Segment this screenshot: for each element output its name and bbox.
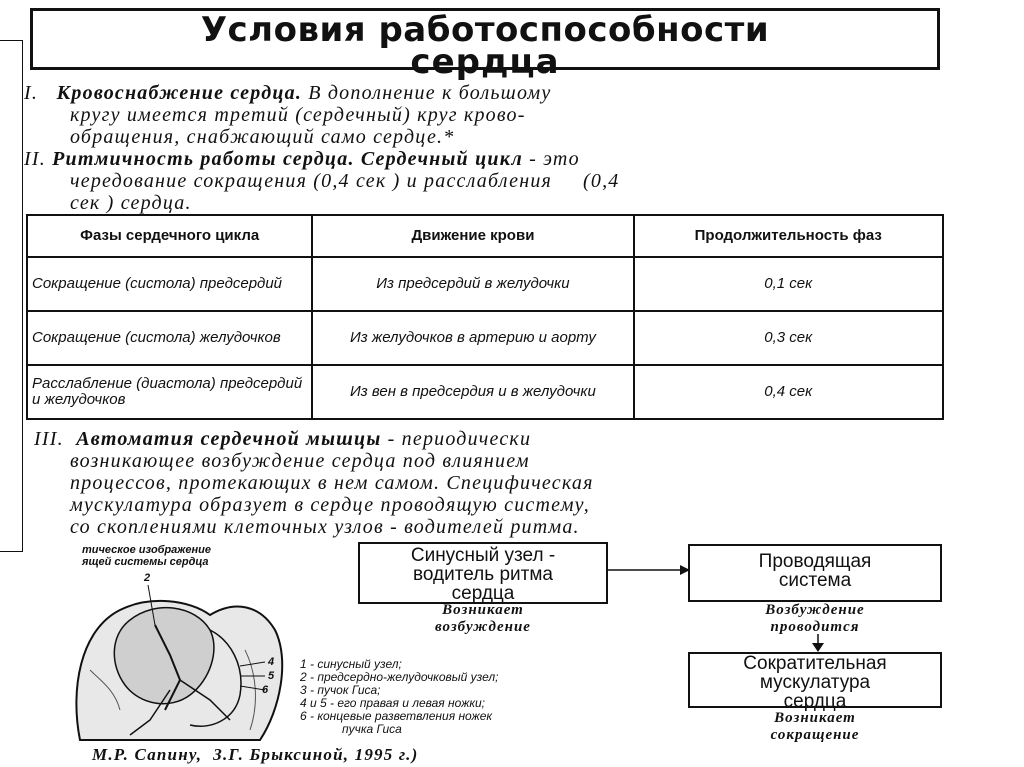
- contractile-line-3: сердца: [783, 691, 847, 712]
- conduction-system-caption: [688, 602, 942, 636]
- caption-line: возбуждение: [435, 619, 531, 635]
- table-cell: 0,4 сек: [634, 365, 943, 419]
- heart-conduction-diagram: [60, 570, 300, 745]
- section-1-numeral: I.: [24, 82, 39, 104]
- section-3-numeral: III.: [34, 428, 64, 450]
- figure-caption-line-2: ящей системы сердца: [82, 556, 209, 568]
- caption-line: Возникает: [774, 710, 856, 726]
- section-1: [24, 82, 954, 148]
- sinus-node-line-3: сердца: [451, 583, 515, 604]
- legend-item: пучка Гиса: [342, 722, 402, 736]
- contractile-line-1: Сократительная: [743, 653, 887, 674]
- section-3-line-4: мускулатура образует в сердце проводящую систему,: [70, 494, 590, 516]
- sinus-node-caption: [358, 602, 608, 636]
- section-2-line-3: сек ) сердца.: [70, 192, 192, 214]
- table-row: [27, 365, 943, 419]
- contractile-muscle-box: [688, 652, 942, 712]
- section-1-line-3: обращения, снабжающий само сердце.*: [70, 126, 455, 148]
- conduction-line-2: система: [778, 570, 852, 591]
- section-3-line-5: со скоплениями клеточных узлов - водителей ритма.: [70, 516, 580, 538]
- caption-line: Возбуждение: [765, 602, 865, 618]
- legend-item: 1 - синусный узел;: [300, 657, 402, 671]
- section-1-line-2: кругу имеется третий (сердечный) круг крово-: [70, 104, 526, 126]
- table-cell: 0,1 сек: [634, 257, 943, 311]
- caption-line: сокращение: [770, 727, 860, 743]
- sinus-node-line-1: Синусный узел -: [410, 545, 556, 566]
- figure-number: 6: [262, 684, 269, 696]
- figure-source: М.Р. Сапину, З.Г. Брыксиной, 1995 г.): [92, 745, 419, 764]
- title-line-2: сердца: [410, 42, 560, 82]
- section-3-heading: Автоматия сердечной мышцы: [76, 428, 382, 450]
- table-row: [27, 311, 943, 365]
- legend-item: 4 и 5 - его правая и левая ножки;: [300, 696, 485, 710]
- cardiac-cycle-table: [26, 214, 944, 420]
- table-header-row: [27, 215, 943, 257]
- figure-number: 5: [268, 670, 275, 682]
- table-cell: Из желудочков в артерию и аорту: [312, 311, 633, 365]
- section-3-text-a: - периодически: [381, 428, 532, 450]
- figure-number: 4: [268, 656, 275, 668]
- contractile-muscle-caption: [688, 710, 942, 744]
- section-3: [34, 428, 954, 538]
- table-cell: Из предсердий в желудочки: [312, 257, 633, 311]
- section-3-line-2: возникающее возбуждение сердца под влиянием: [70, 450, 530, 472]
- conduction-system-box: [688, 544, 942, 602]
- section-1-heading: Кровоснабжение сердца.: [56, 82, 303, 104]
- table-cell: Из вен в предсердия и в желудочки: [312, 365, 633, 419]
- section-3-line-3: процессов, протекающих в нем самом. Специфическая: [70, 472, 594, 494]
- section-1-text-a: В дополнение к большому: [302, 82, 552, 104]
- section-2-line-2: чередование сокращения (0,4 сек ) и расслабления (0,4: [70, 170, 620, 192]
- arrow-right-icon: [608, 560, 690, 580]
- table-header-cell: Продолжительность фаз: [634, 215, 943, 257]
- arrow-down-icon: [808, 634, 828, 652]
- section-2-heading: Ритмичность работы сердца. Сердечный цикл: [52, 148, 523, 170]
- table-header-cell: Движение крови: [312, 215, 633, 257]
- section-2-numeral: II.: [24, 148, 46, 170]
- conduction-line-1: Проводящая: [758, 551, 872, 572]
- table-cell: Сокращение (систола) предсердий: [27, 257, 312, 311]
- page-title: [30, 8, 940, 82]
- title-line-1: Условия работоспособности: [200, 10, 770, 50]
- table-row: [27, 257, 943, 311]
- section-2: [24, 148, 954, 214]
- legend-item: 3 - пучок Гиса;: [300, 683, 381, 697]
- legend-item: 6 - концевые разветвления ножек: [300, 709, 493, 723]
- legend-item: 2 - предсердно-желудочковый узел;: [300, 670, 499, 684]
- sinus-node-line-2: водитель ритма: [413, 564, 553, 585]
- figure-legend: [300, 658, 498, 736]
- page-edge-frame: [0, 40, 23, 552]
- caption-line: проводится: [770, 619, 860, 635]
- figure-number: 2: [144, 572, 151, 584]
- table-header-cell: Фазы сердечного цикла: [27, 215, 312, 257]
- caption-line: Возникает: [442, 602, 524, 618]
- table-cell: Расслабление (диастола) предсердий и желудочков: [27, 365, 312, 419]
- table-cell: 0,3 сек: [634, 311, 943, 365]
- contractile-line-2: мускулатура: [759, 672, 871, 693]
- table-cell: Сокращение (систола) желудочков: [27, 311, 312, 365]
- figure-caption-line-1: тическое изображение: [82, 544, 212, 556]
- sinus-node-box: [358, 542, 608, 604]
- section-2-text-a: - это: [522, 148, 580, 170]
- figure-caption: [82, 544, 211, 568]
